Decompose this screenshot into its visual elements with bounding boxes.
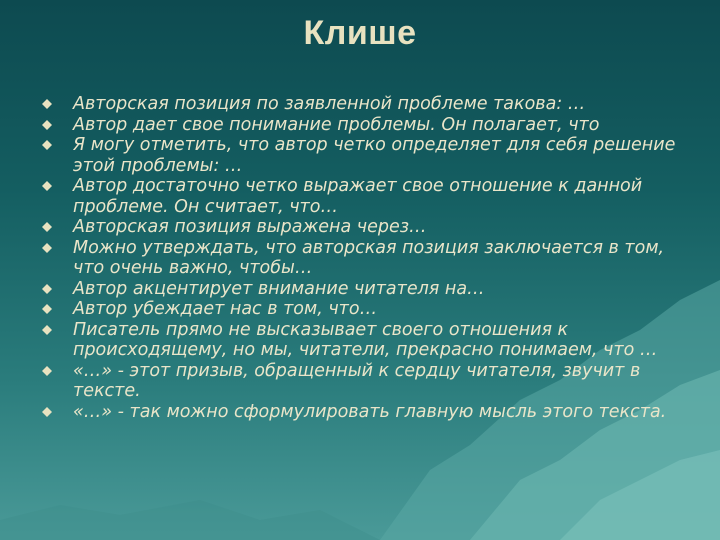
diamond-bullet-icon [42,243,52,253]
cliche-item-text: Авторская позиция выражена через… [73,217,427,237]
cliche-item-text: Автор достаточно четко выражает свое отношение к данной проблеме. Он считает, что… [73,176,643,217]
cliche-item [40,402,700,423]
cliche-item-text: Автор дает свое понимание проблемы. Он полагает, что [73,114,600,135]
cliche-item [40,238,700,279]
cliche-item [40,135,700,176]
diamond-bullet-icon [42,366,52,376]
cliche-item [40,299,700,320]
cliche-item-text: Автор убеждает нас в том, что… [73,299,378,319]
diamond-bullet-icon [42,222,52,232]
diamond-bullet-icon [42,407,52,417]
diamond-bullet-icon [42,325,52,335]
diamond-bullet-icon [42,181,52,191]
cliche-item [40,94,700,115]
cliche-item [40,361,700,402]
cliche-item-text: Можно утверждать, что авторская позиция заключается в том, что очень важно, чтобы… [73,237,665,278]
cliche-list-container [40,94,700,422]
diamond-bullet-icon [42,140,52,150]
cliche-item-text: Писатель прямо не высказывает своего отношения к происходящему, но мы, читатели, прекрасно понимаем, что … [73,319,658,360]
cliche-item [40,115,700,136]
cliche-item [40,279,700,300]
diamond-bullet-icon [42,120,52,130]
diamond-bullet-icon [42,304,52,314]
cliche-item [40,217,700,238]
cliche-item-text: «…» - этот призыв, обращенный к сердцу читателя, звучит в тексте. [73,360,641,401]
cliche-item [40,176,700,217]
diamond-bullet-icon [42,99,52,109]
cliche-item [40,320,700,361]
cliche-item-text: «…» - так можно сформулировать главную мысль этого текста. [73,401,667,422]
cliche-list [40,94,700,422]
cliche-item-text: Автор акцентирует внимание читателя на… [73,278,485,299]
cliche-item-text: Я могу отметить, что автор четко определяет для себя решение этой проблемы: … [73,135,676,176]
cliche-item-text: Авторская позиция по заявленной проблеме такова: … [73,94,586,114]
slide-title: Клише [303,14,417,52]
diamond-bullet-icon [42,284,52,294]
